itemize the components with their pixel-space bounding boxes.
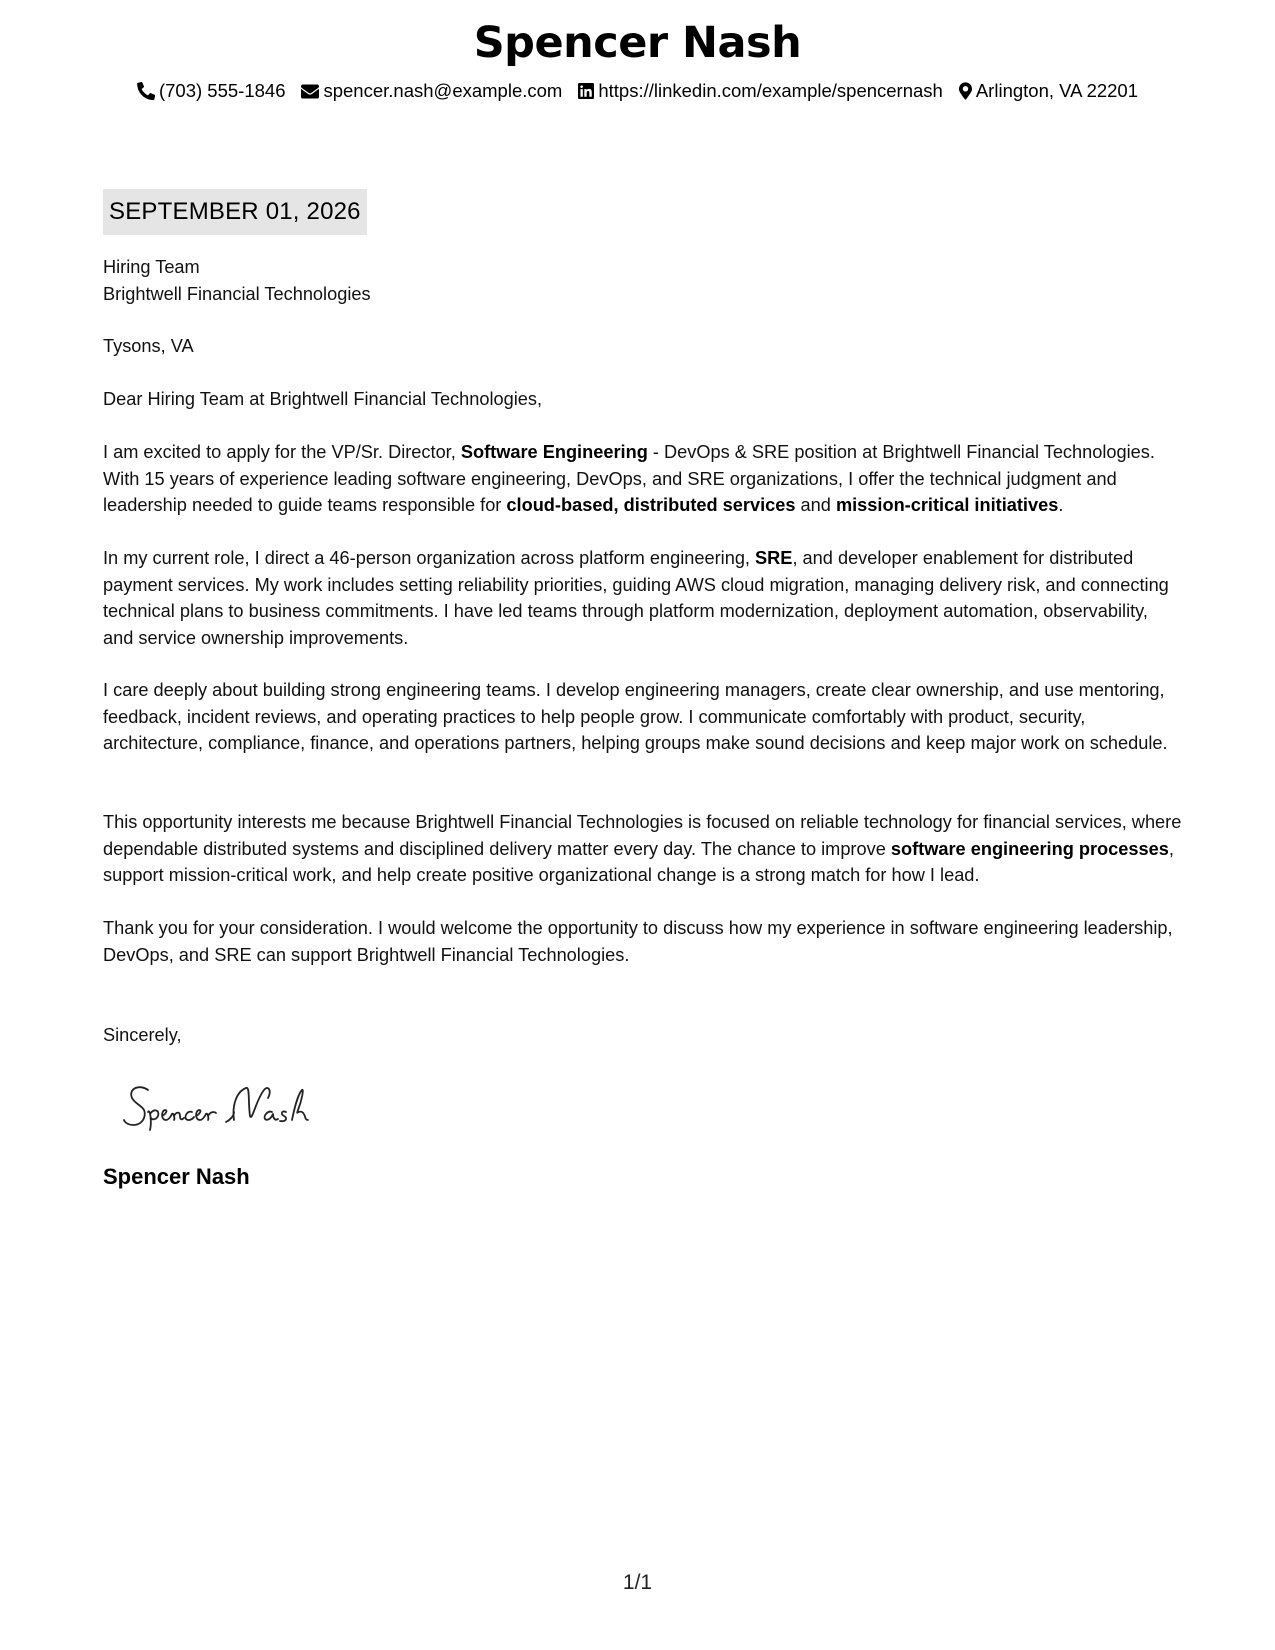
contact-linkedin xyxy=(578,80,943,102)
text-span: . xyxy=(1058,495,1064,515)
envelope-icon xyxy=(301,84,319,99)
recipient-block xyxy=(103,254,1183,307)
paragraph-current-role xyxy=(103,545,1183,651)
text-span: - DevOps & SRE position at Brightwell Financial Technologies. With 15 years of experience leading software engineering, DevOps, and SRE organizations, I offer the technical judgment and leadership needed to guide teams responsible for xyxy=(103,442,1155,515)
phone-icon xyxy=(137,82,155,100)
contact-email xyxy=(301,80,562,102)
handwritten-signature xyxy=(122,1076,352,1136)
bold-span: mission-critical initiatives xyxy=(835,495,1059,515)
paragraph-intro xyxy=(103,439,1183,519)
bold-span: SRE xyxy=(755,548,793,568)
bold-span: Software Engineering xyxy=(460,442,648,462)
paragraph-opportunity xyxy=(103,809,1183,889)
email-address: spencer.nash@example.com xyxy=(323,80,563,101)
page-number: 1/1 xyxy=(622,1571,653,1594)
applicant-name: Spencer Nash xyxy=(473,18,802,68)
contact-phone xyxy=(137,80,286,102)
location-text: Arlington, VA 22201 xyxy=(975,80,1139,101)
recipient-line: Hiring Team xyxy=(103,257,200,277)
paragraph-teams xyxy=(103,677,1183,757)
text-span: This opportunity interests me because Brightwell Financial Technologies is focused on reliable technology for financial services, where dependable distributed systems and disciplined delivery matter every day. The chance to improve xyxy=(103,812,1182,859)
contact-location xyxy=(959,80,1138,102)
phone-number: (703) 555-1846 xyxy=(158,80,286,101)
linkedin-icon xyxy=(578,83,594,99)
bold-span: software engineering processes xyxy=(890,838,1169,859)
linkedin-url[interactable]: https://linkedin.com/example/spencernash xyxy=(598,80,943,101)
paragraph-text: Thank you for your consideration. I would welcome the opportunity to discuss how my experience in software engineering leadership, DevOps, and SRE can support Brightwell Financial Technologies. xyxy=(103,918,1173,965)
text-span: and xyxy=(795,495,836,515)
text-span: I am excited to apply for the VP/Sr. Director, xyxy=(103,442,461,462)
paragraph-text: I care deeply about building strong engineering teams. I develop engineering managers, create clear ownership, and use mentoring, feedback, incident reviews, and operating practices to help people grow. I communicate comfortably with product, security, architecture, compliance, finance, and operations partners, helping groups make sound decisions and keep major work on schedule. xyxy=(103,680,1168,753)
signer-name: Spencer Nash xyxy=(103,1164,250,1189)
paragraph-thanks xyxy=(103,915,1183,968)
salutation xyxy=(103,386,1183,413)
recipient-city: Tysons, VA xyxy=(103,336,194,356)
recipient-company: Brightwell Financial Technologies xyxy=(103,283,371,304)
text-span: , and developer enablement for distributed payment services. My work includes setting reliability priorities, guiding AWS cloud migration, managing delivery risk, and connecting technical plans to business commitments. I have led teams through platform modernization, deployment automation, observability, and service ownership improvements. xyxy=(103,548,1169,648)
text-span: , support mission-critical work, and help create positive organizational change is a strong match for how I lead. xyxy=(103,838,1174,885)
salutation-text: Dear Hiring Team at Brightwell Financial Technologies, xyxy=(103,389,543,409)
contact-bar xyxy=(0,80,1275,102)
letter-date xyxy=(103,189,367,235)
map-marker-icon xyxy=(959,82,972,100)
closing xyxy=(103,1022,1183,1049)
closing-text: Sincerely, xyxy=(103,1025,182,1045)
text-span: In my current role, I direct a 46-person organization across platform engineering, xyxy=(103,548,756,568)
date-text: SEPTEMBER 01, 2026 xyxy=(109,198,361,225)
bold-span: cloud-based, distributed services xyxy=(506,495,796,515)
recipient-location xyxy=(103,333,1183,360)
